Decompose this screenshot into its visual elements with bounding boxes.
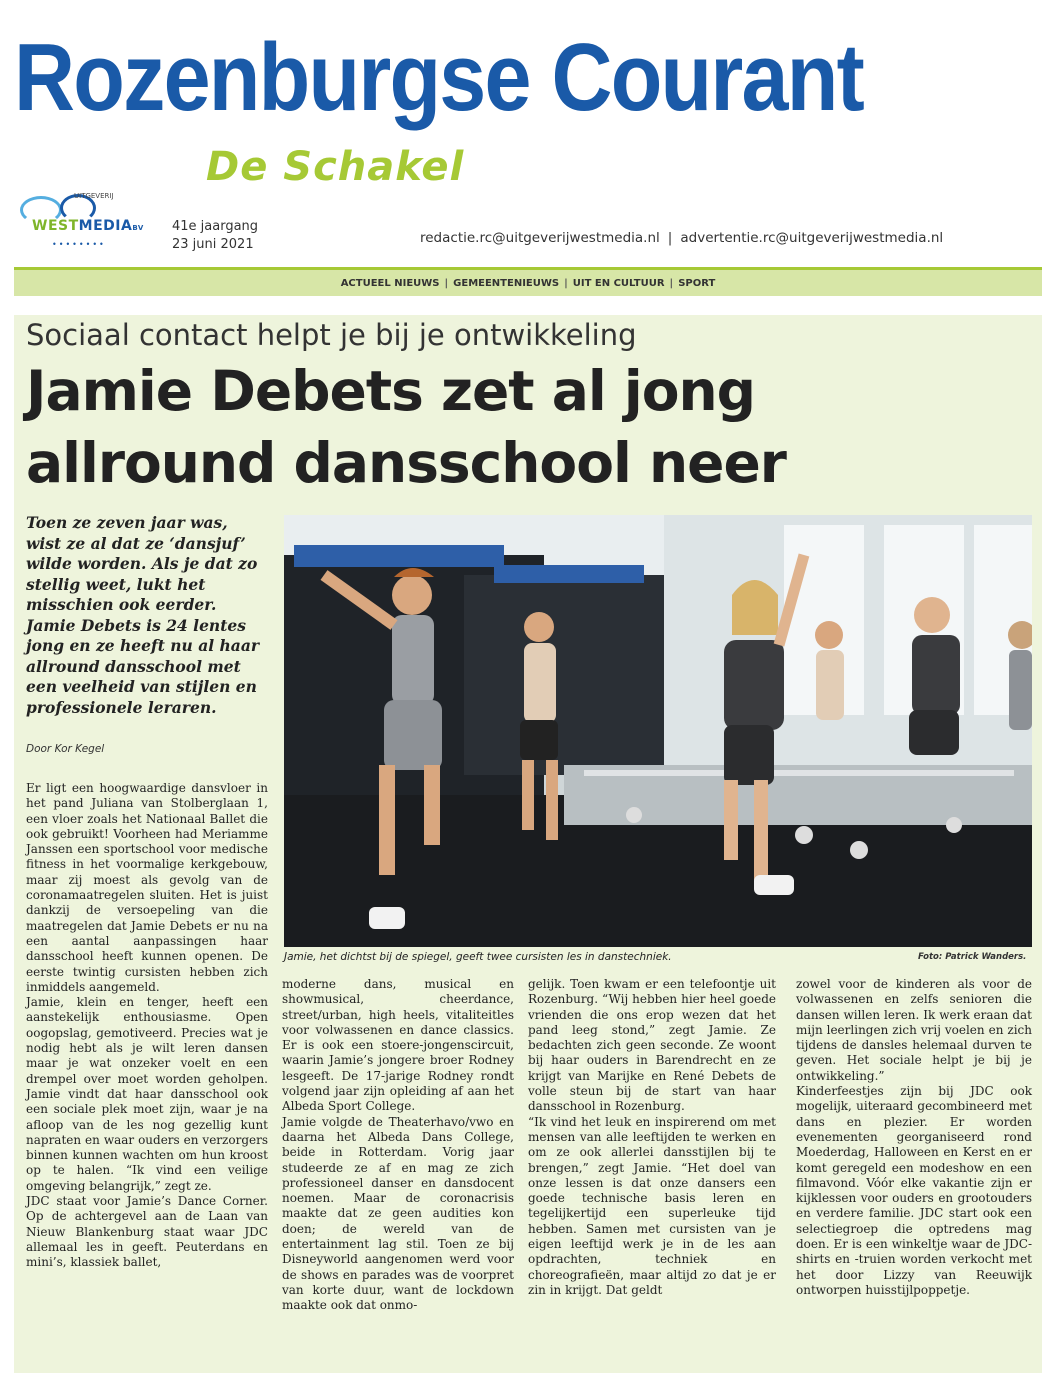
- issue-volume: 41e jaargang: [172, 219, 259, 234]
- newspaper-title: Rozenburgse Courant: [14, 24, 863, 131]
- contacts: [420, 230, 943, 246]
- article-column-2: [282, 977, 514, 1314]
- publisher-name-part2: MEDIA: [78, 218, 133, 234]
- contacts-separator: |: [667, 230, 673, 246]
- nav-item-gemeentenieuws[interactable]: GEMEENTENIEUWS: [453, 277, 560, 289]
- publisher-suffix: BV: [132, 224, 144, 232]
- paragraph: Jamie, klein en tenger, heeft een aanstekelijk enthousiasme. Open oogopslag, gemotiveerd. Precies wat je nodig hebt als je wilt leren dansen maar je wat onzeker voelt en een drempel over moet worden geholpen. Jamie vindt dat haar dansschool ook een sociale plek moet zijn, waar je na afloop van de les nog gezellig kunt napraten en waar ouders en verzorgers binnen kunnen wachten om hun kroost op te halen. “Ik vind een veilige omgeving belangrijk,” zegt ze.: [26, 995, 268, 1193]
- paragraph: Jamie volgde de Theaterhavo/vwo en daarna het Albeda Dans College, beide in Rotterdam. Vorig jaar studeerde ze af en mag ze zich professioneel danser en dansdocent noemen. Maar de coronacrisis maakte dat ze geen audities kon doen; de wereld van de entertainment lag stil. Toen ze bij Disneyworld aangenomen werd voor de shows en parades was de voorpret van korte duur, want de lockdown maakte ook dat onmo-: [282, 1114, 514, 1313]
- paragraph: gelijk. Toen kwam er een telefoontje uit Rozenburg. “Wij hebben hier heel goede vrienden die ons erop wezen dat het pand leeg stond,” zegt Jamie. Ze bedachten zich geen seconde. Ze woont bij haar ouders in Barendrecht en ze krijgt van Marijke en René Debets de volle steun bij de start van haar dansschool in Rozenburg.: [528, 977, 776, 1114]
- editorial-email[interactable]: redactie.rc@uitgeverijwestmedia.nl: [420, 230, 660, 246]
- nav-item-actueel[interactable]: ACTUEEL NIEUWS: [340, 277, 440, 289]
- headline-line-1: Jamie Debets zet al jong: [26, 359, 756, 423]
- article-kicker: Sociaal contact helpt je bij je ontwikkeling: [26, 318, 637, 352]
- nav-item-uit-en-cultuur[interactable]: UIT EN CULTUUR: [572, 277, 665, 289]
- publisher-name-part1: WEST: [32, 218, 79, 234]
- paragraph: moderne dans, musical en showmusical, cheerdance, street/urban, high heels, vitaliteitles voor volwassenen en dance classics. Er is ook een stoere-jongenscircuit, waarin Jamie’s jongere broer Rodney lesgeeft. De 17-jarige Rodney rondt volgend jaar zijn opleiding af aan het Albeda Sport College.: [282, 977, 514, 1114]
- article-column-3: [528, 977, 776, 1298]
- paragraph: “Ik vind het leuk en inspirerend om met mensen van alle leeftijden te werken en om ze ook allerlei dansstijlen bij te brengen,” zegt Jamie. “Het doel van onze lessen is dat onze dansers een goede technische basis leren en tegelijkertijd een superleuke tijd hebben. Samen met cursisten van je eigen leeftijd werk je in de les aan opdrachten, techniek en choreografieën, maar altijd zo dat je er zin in krijgt. Dat geldt: [528, 1114, 776, 1297]
- publisher-name: [32, 218, 144, 234]
- photo-caption: Jamie, het dichtst bij de spiegel, geeft twee cursisten les in danstechniek.: [284, 951, 672, 963]
- nav-item-sport[interactable]: SPORT: [678, 277, 716, 289]
- paragraph: zowel voor de kinderen als voor de volwassenen en zelfs senioren die dansen willen leren. Ik werk eraan dat mijn leerlingen zich vrij voelen en zich tijdens de dansles helemaal durven te geven. Het sociale helpt je bij je ontwikkeling.”: [796, 977, 1032, 1083]
- issue-date: 23 juni 2021: [172, 237, 254, 252]
- article-lead: Toen ze zeven jaar was, wist ze al dat ze ‘dansjuf’ wilde worden. Als je dat zo stellig weet, lukt het misschien ook eerder. Jamie Debets is 24 lentes jong en ze heeft nu al haar allround dansschool met een veelheid van stijlen en professionele leraren.: [26, 513, 260, 717]
- issue-info: [172, 218, 258, 254]
- section-navbar: [14, 267, 1042, 296]
- article-column-1: [26, 781, 268, 1271]
- newspaper-subtitle: De Schakel: [206, 144, 465, 190]
- headline-line-2: allround dansschool neer: [26, 431, 786, 495]
- publisher-dots-icon: ••••••••: [52, 240, 106, 249]
- nav-separator: |: [669, 277, 674, 289]
- article-column-4: [796, 977, 1032, 1298]
- nav-separator: |: [564, 277, 568, 289]
- paragraph: Kinderfeestjes zijn bij JDC ook mogelijk, uiteraard gecombineerd met dans en plezier. Er worden evenementen georganiseerd rond Moederdag, Halloween en Kerst en er komt geregeld een modeshow en een filmavond. Vóór elke vakantie zijn er kijklessen voor ouders en grootouders en verdere familie. JDC start ook een selectiegroep die optredens mag doen. Er is een winkeltje waar de JDC-shirts en -truien worden verkocht met het door Lizzy van Reeuwijk ontworpen huisstijlpoppetje.: [796, 1084, 1032, 1297]
- publisher-logo: [16, 192, 156, 252]
- paragraph: JDC staat voor Jamie’s Dance Corner. Op de achtergevel aan de Laan van Nieuw Blankenburg staat waar JDC allemaal les in geeft. Peuterdans en mini’s, klassiek ballet,: [26, 1194, 268, 1270]
- nav-separator: |: [444, 277, 449, 289]
- advertising-email[interactable]: advertentie.rc@uitgeverijwestmedia.nl: [680, 230, 944, 246]
- article-headline: [26, 355, 986, 499]
- dance-studio-photo: [284, 515, 1032, 947]
- photo-credit: Foto: Patrick Wanders.: [918, 952, 1027, 962]
- masthead: [14, 18, 1044, 190]
- article-photo: [284, 515, 1032, 947]
- article-byline: Door Kor Kegel: [26, 743, 105, 755]
- article: [14, 315, 1042, 1373]
- publisher-small-text: UITGEVERIJ: [74, 192, 114, 200]
- paragraph: Er ligt een hoogwaardige dansvloer in het pand Juliana van Stolberglaan 1, een vloer zoals het Nationaal Ballet die ook gebruikt! Voorheen had Meriamme Janssen een sportschool voor medische fitness in het voormalige kerkgebouw, maar zij moest als gevolg van de coronamaatregelen sluiten. Het is juist dankzij de versoepeling van die maatregelen dat Jamie Debets er nu na een aantal aanpassingen haar dansschool heeft kunnen openen. De eerste twintig cursisten hebben zich inmiddels aangemeld.: [26, 781, 268, 994]
